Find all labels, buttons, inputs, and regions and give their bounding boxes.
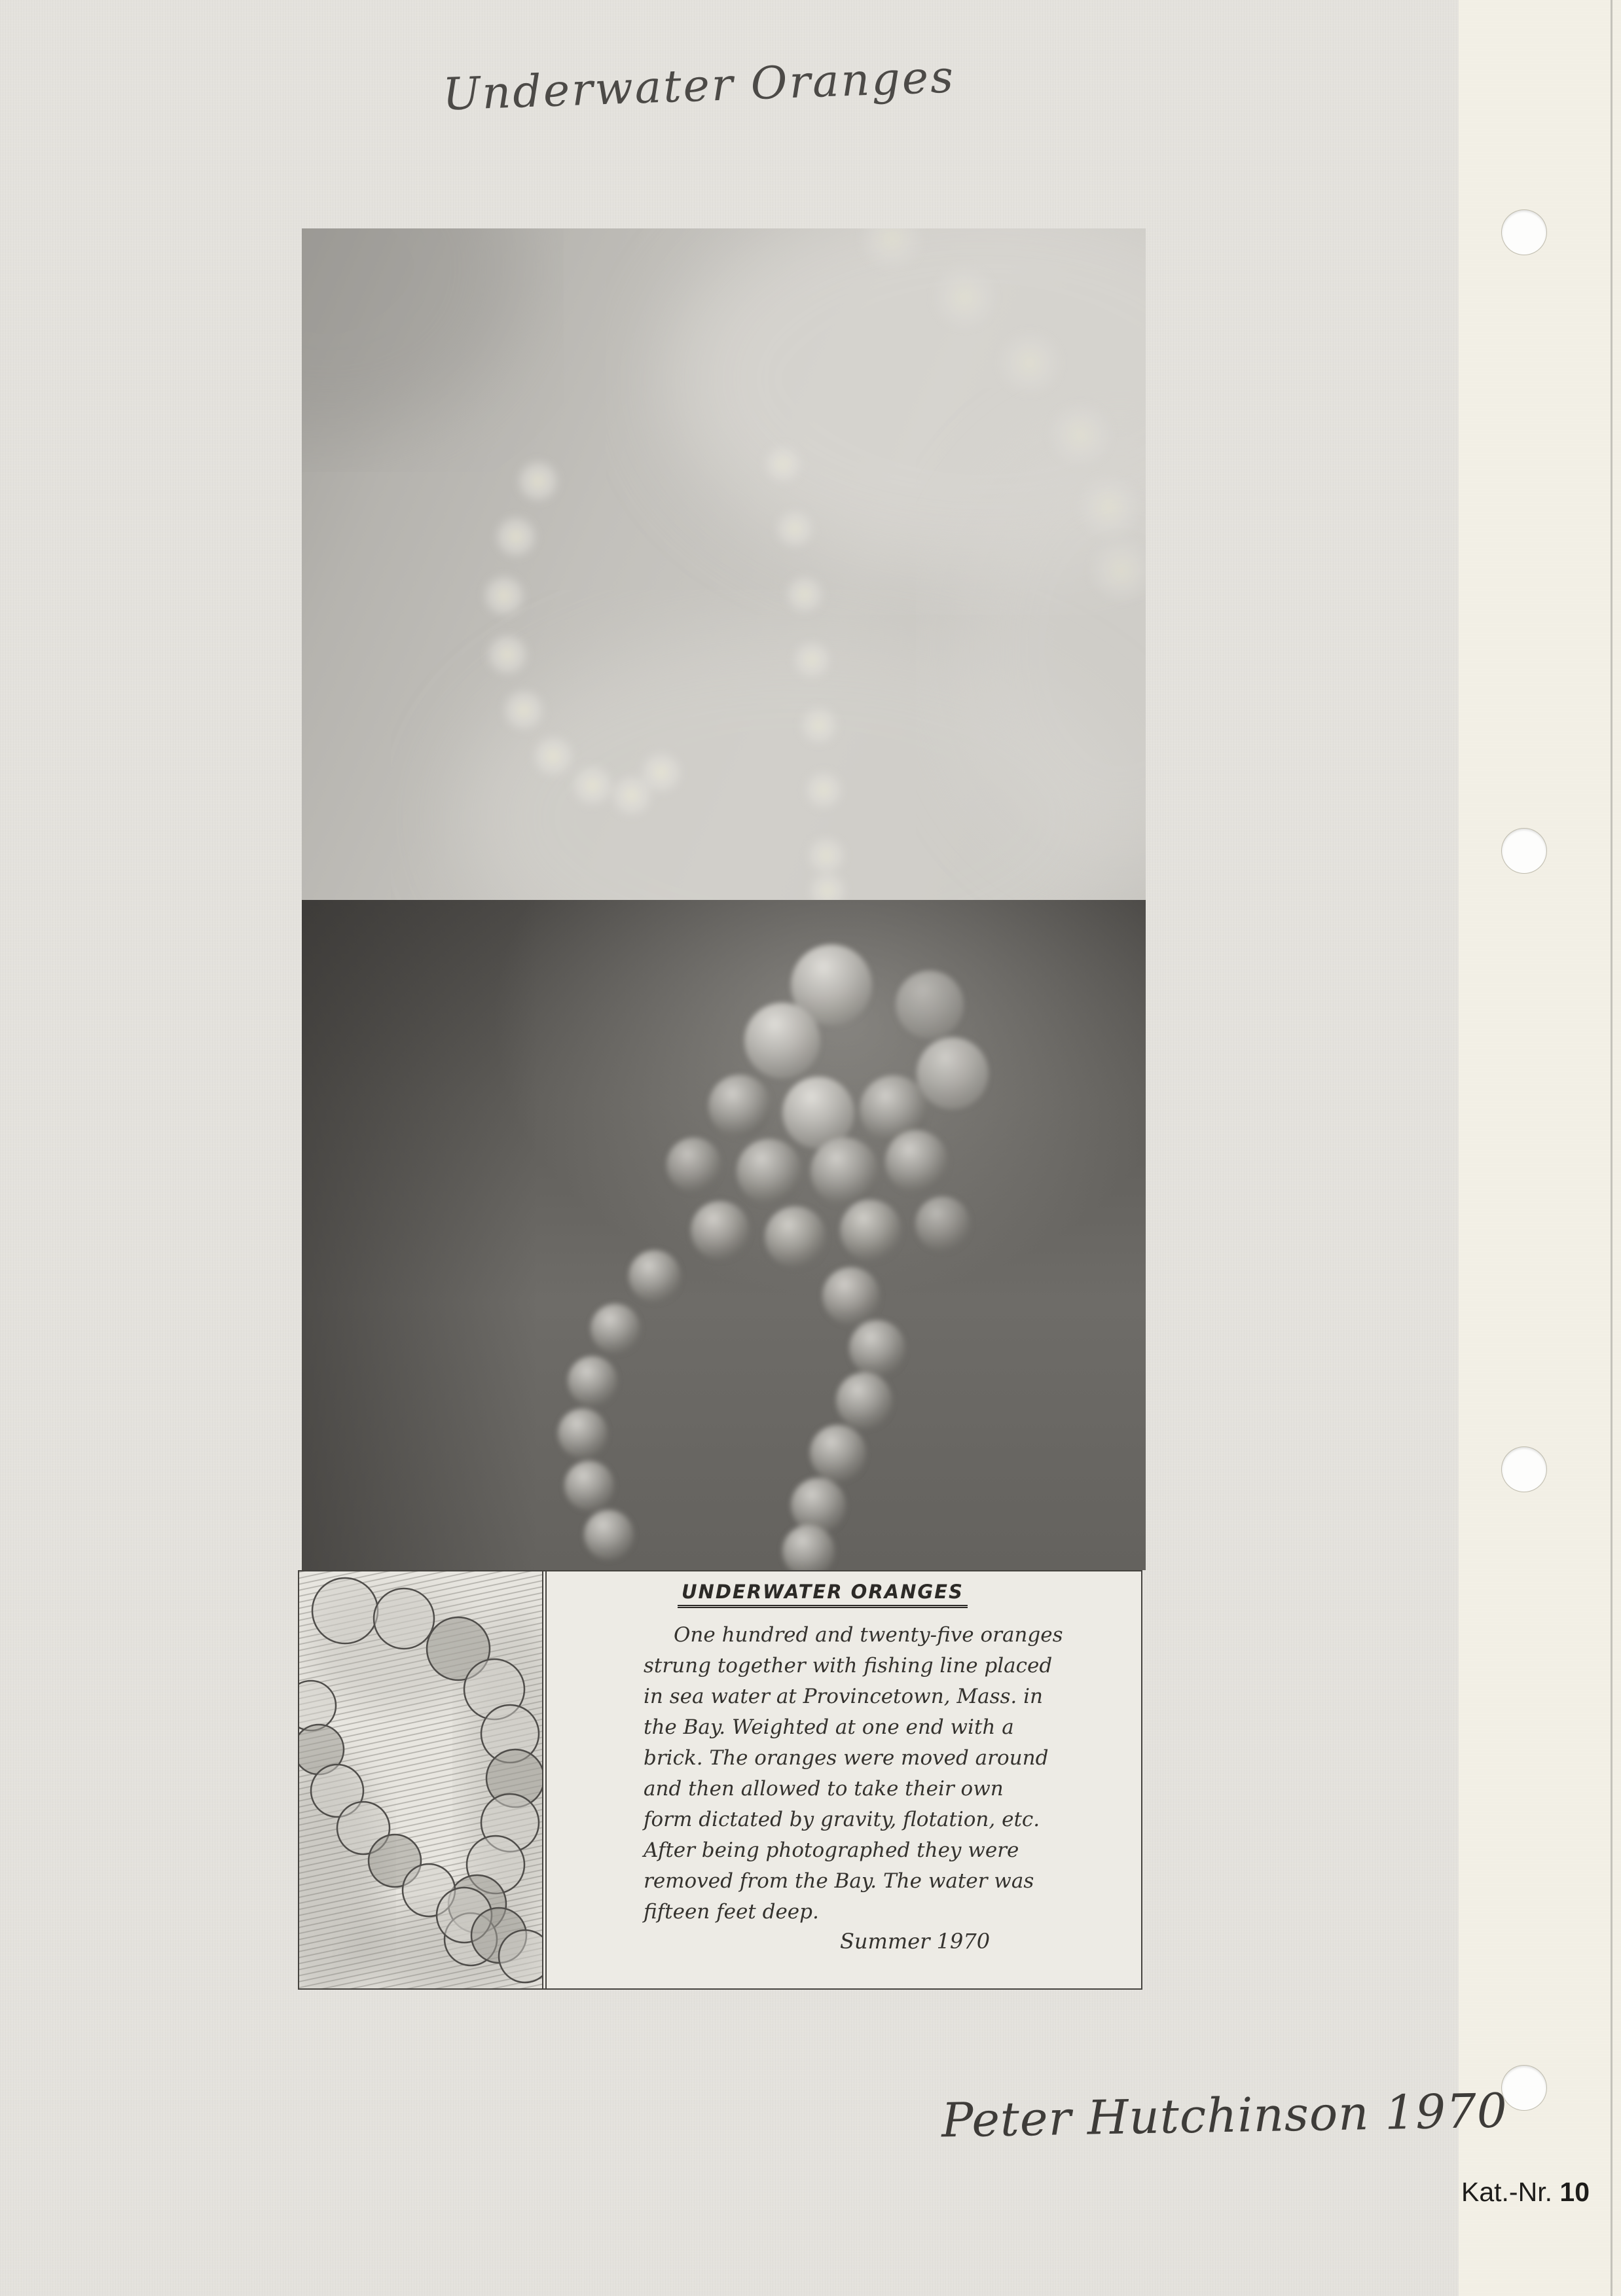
note-line: After being photographed they were (644, 1839, 1019, 1862)
note-line: in sea water at Provincetown, Mass. in (644, 1685, 1044, 1708)
binder-strip (1459, 0, 1621, 2296)
note-line: form dictated by gravity, flotation, etc. (644, 1808, 1040, 1831)
catalog-number (1461, 2177, 1590, 2208)
punch-hole (1502, 1447, 1546, 1492)
punch-hole (1502, 210, 1546, 255)
note-line: and then allowed to take their own (644, 1777, 1004, 1801)
sketch-orange-chains (299, 1571, 547, 1988)
catalog-number-label: Kat.-Nr. (1461, 2177, 1552, 2207)
photo-underwater-oranges-dark (302, 900, 1146, 1570)
artwork-note-text (547, 1571, 1141, 1988)
catalog-number-value: 10 (1559, 2177, 1590, 2207)
handwritten-page-title: Underwater Oranges (441, 51, 956, 121)
note-line: fifteen feet deep. (644, 1900, 819, 1924)
note-line: removed from the Bay. The water was (644, 1869, 1034, 1893)
note-heading: UNDERWATER ORANGES (678, 1581, 968, 1608)
note-line: the Bay. Weighted at one end with a (644, 1715, 1014, 1739)
punch-hole (1502, 829, 1546, 873)
artist-signature: Peter Hutchinson 1970 (941, 2083, 1508, 2148)
note-body (644, 1620, 1115, 1928)
note-line: brick. The oranges were moved around (644, 1746, 1049, 1770)
note-line: strung together with fishing line placed (644, 1654, 1053, 1677)
note-date: Summer 1970 (840, 1929, 991, 1954)
artwork-note-box (298, 1570, 1142, 1990)
photo-underwater-oranges-light (302, 228, 1146, 900)
page-edge (1611, 0, 1612, 2296)
note-line: One hundred and twenty-five oranges (674, 1623, 1063, 1647)
punch-hole (1502, 2066, 1546, 2110)
